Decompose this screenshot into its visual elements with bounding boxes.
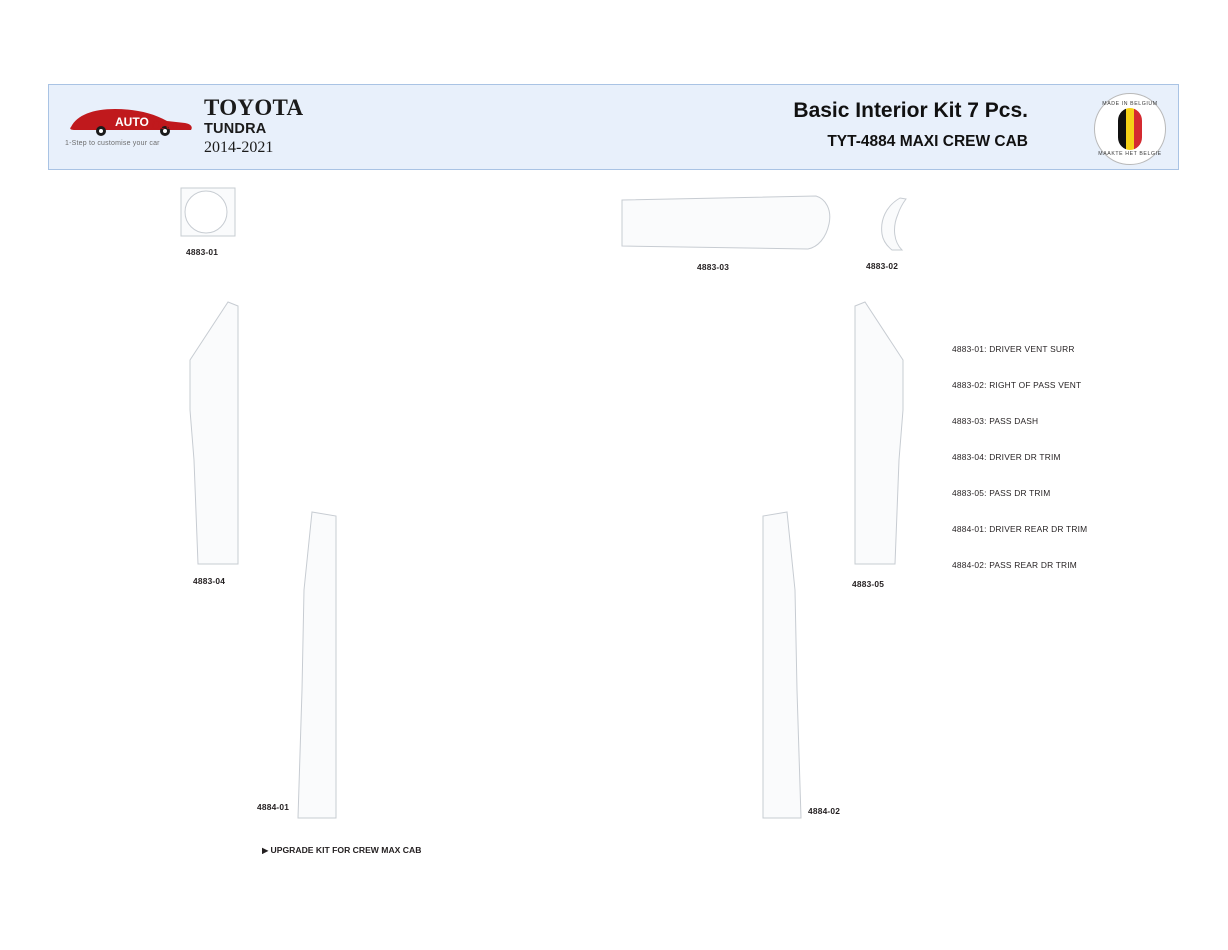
part-shape-4883-05: [851, 300, 913, 568]
vehicle-years: 2014-2021: [204, 139, 274, 156]
autodecor-logo: [63, 97, 203, 157]
badge-bottom-text: MAAKTE HET BELGIE: [1098, 151, 1162, 157]
header-bar: [48, 84, 1179, 170]
logo-tagline: 1-Step to customise your car: [65, 140, 160, 147]
part-shape-4884-01: [292, 510, 342, 822]
svg-text:Decor: Decor: [151, 117, 184, 132]
vehicle-brand-block: [204, 95, 534, 158]
legend-item: 4883-02: RIGHT OF PASS VENT: [952, 380, 1082, 390]
parts-legend: [952, 344, 1192, 596]
part-shape-4883-01: [179, 186, 237, 238]
upgrade-kit-footnote-text: UPGRADE KIT FOR CREW MAX CAB: [270, 845, 422, 854]
kit-title: Basic Interior Kit 7 Pcs.: [793, 99, 1028, 122]
legend-item: 4883-05: PASS DR TRIM: [952, 488, 1051, 498]
part-shape-4883-02: [870, 196, 910, 252]
badge-top-text: MADE IN BELGIUM: [1102, 101, 1158, 107]
part-label-4883-04: 4883-04: [193, 576, 226, 586]
legend-item: 4883-01: DRIVER VENT SURR: [952, 344, 1075, 354]
part-shape-4883-03: [620, 194, 835, 254]
legend-item: 4883-04: DRIVER DR TRIM: [952, 452, 1061, 462]
part-label-4884-01: 4884-01: [257, 802, 290, 812]
part-label-4884-02: 4884-02: [808, 806, 841, 816]
vehicle-make: TOYOTA: [204, 95, 304, 120]
legend-item: 4884-02: PASS REAR DR TRIM: [952, 560, 1077, 570]
upgrade-kit-footnote: [262, 845, 421, 854]
arrow-right-icon: ▶: [262, 846, 269, 854]
svg-text:AUTO: AUTO: [115, 115, 149, 129]
belgium-flag-icon: [1118, 108, 1142, 150]
legend-item: 4883-03: PASS DASH: [952, 416, 1039, 426]
vehicle-model: TUNDRA: [204, 121, 267, 137]
part-label-4883-02: 4883-02: [866, 261, 899, 271]
legend-item: 4884-01: DRIVER REAR DR TRIM: [952, 524, 1088, 534]
part-label-4883-01: 4883-01: [186, 247, 219, 257]
part-label-4883-03: 4883-03: [697, 262, 730, 272]
part-shape-4884-02: [757, 510, 807, 822]
car-logo-icon: [63, 101, 199, 139]
made-in-belgium-badge: [1094, 93, 1166, 165]
part-label-4883-05: 4883-05: [852, 579, 885, 589]
kit-code: TYT-4884 MAXI CREW CAB: [827, 133, 1028, 150]
part-shape-4883-04: [180, 300, 242, 568]
